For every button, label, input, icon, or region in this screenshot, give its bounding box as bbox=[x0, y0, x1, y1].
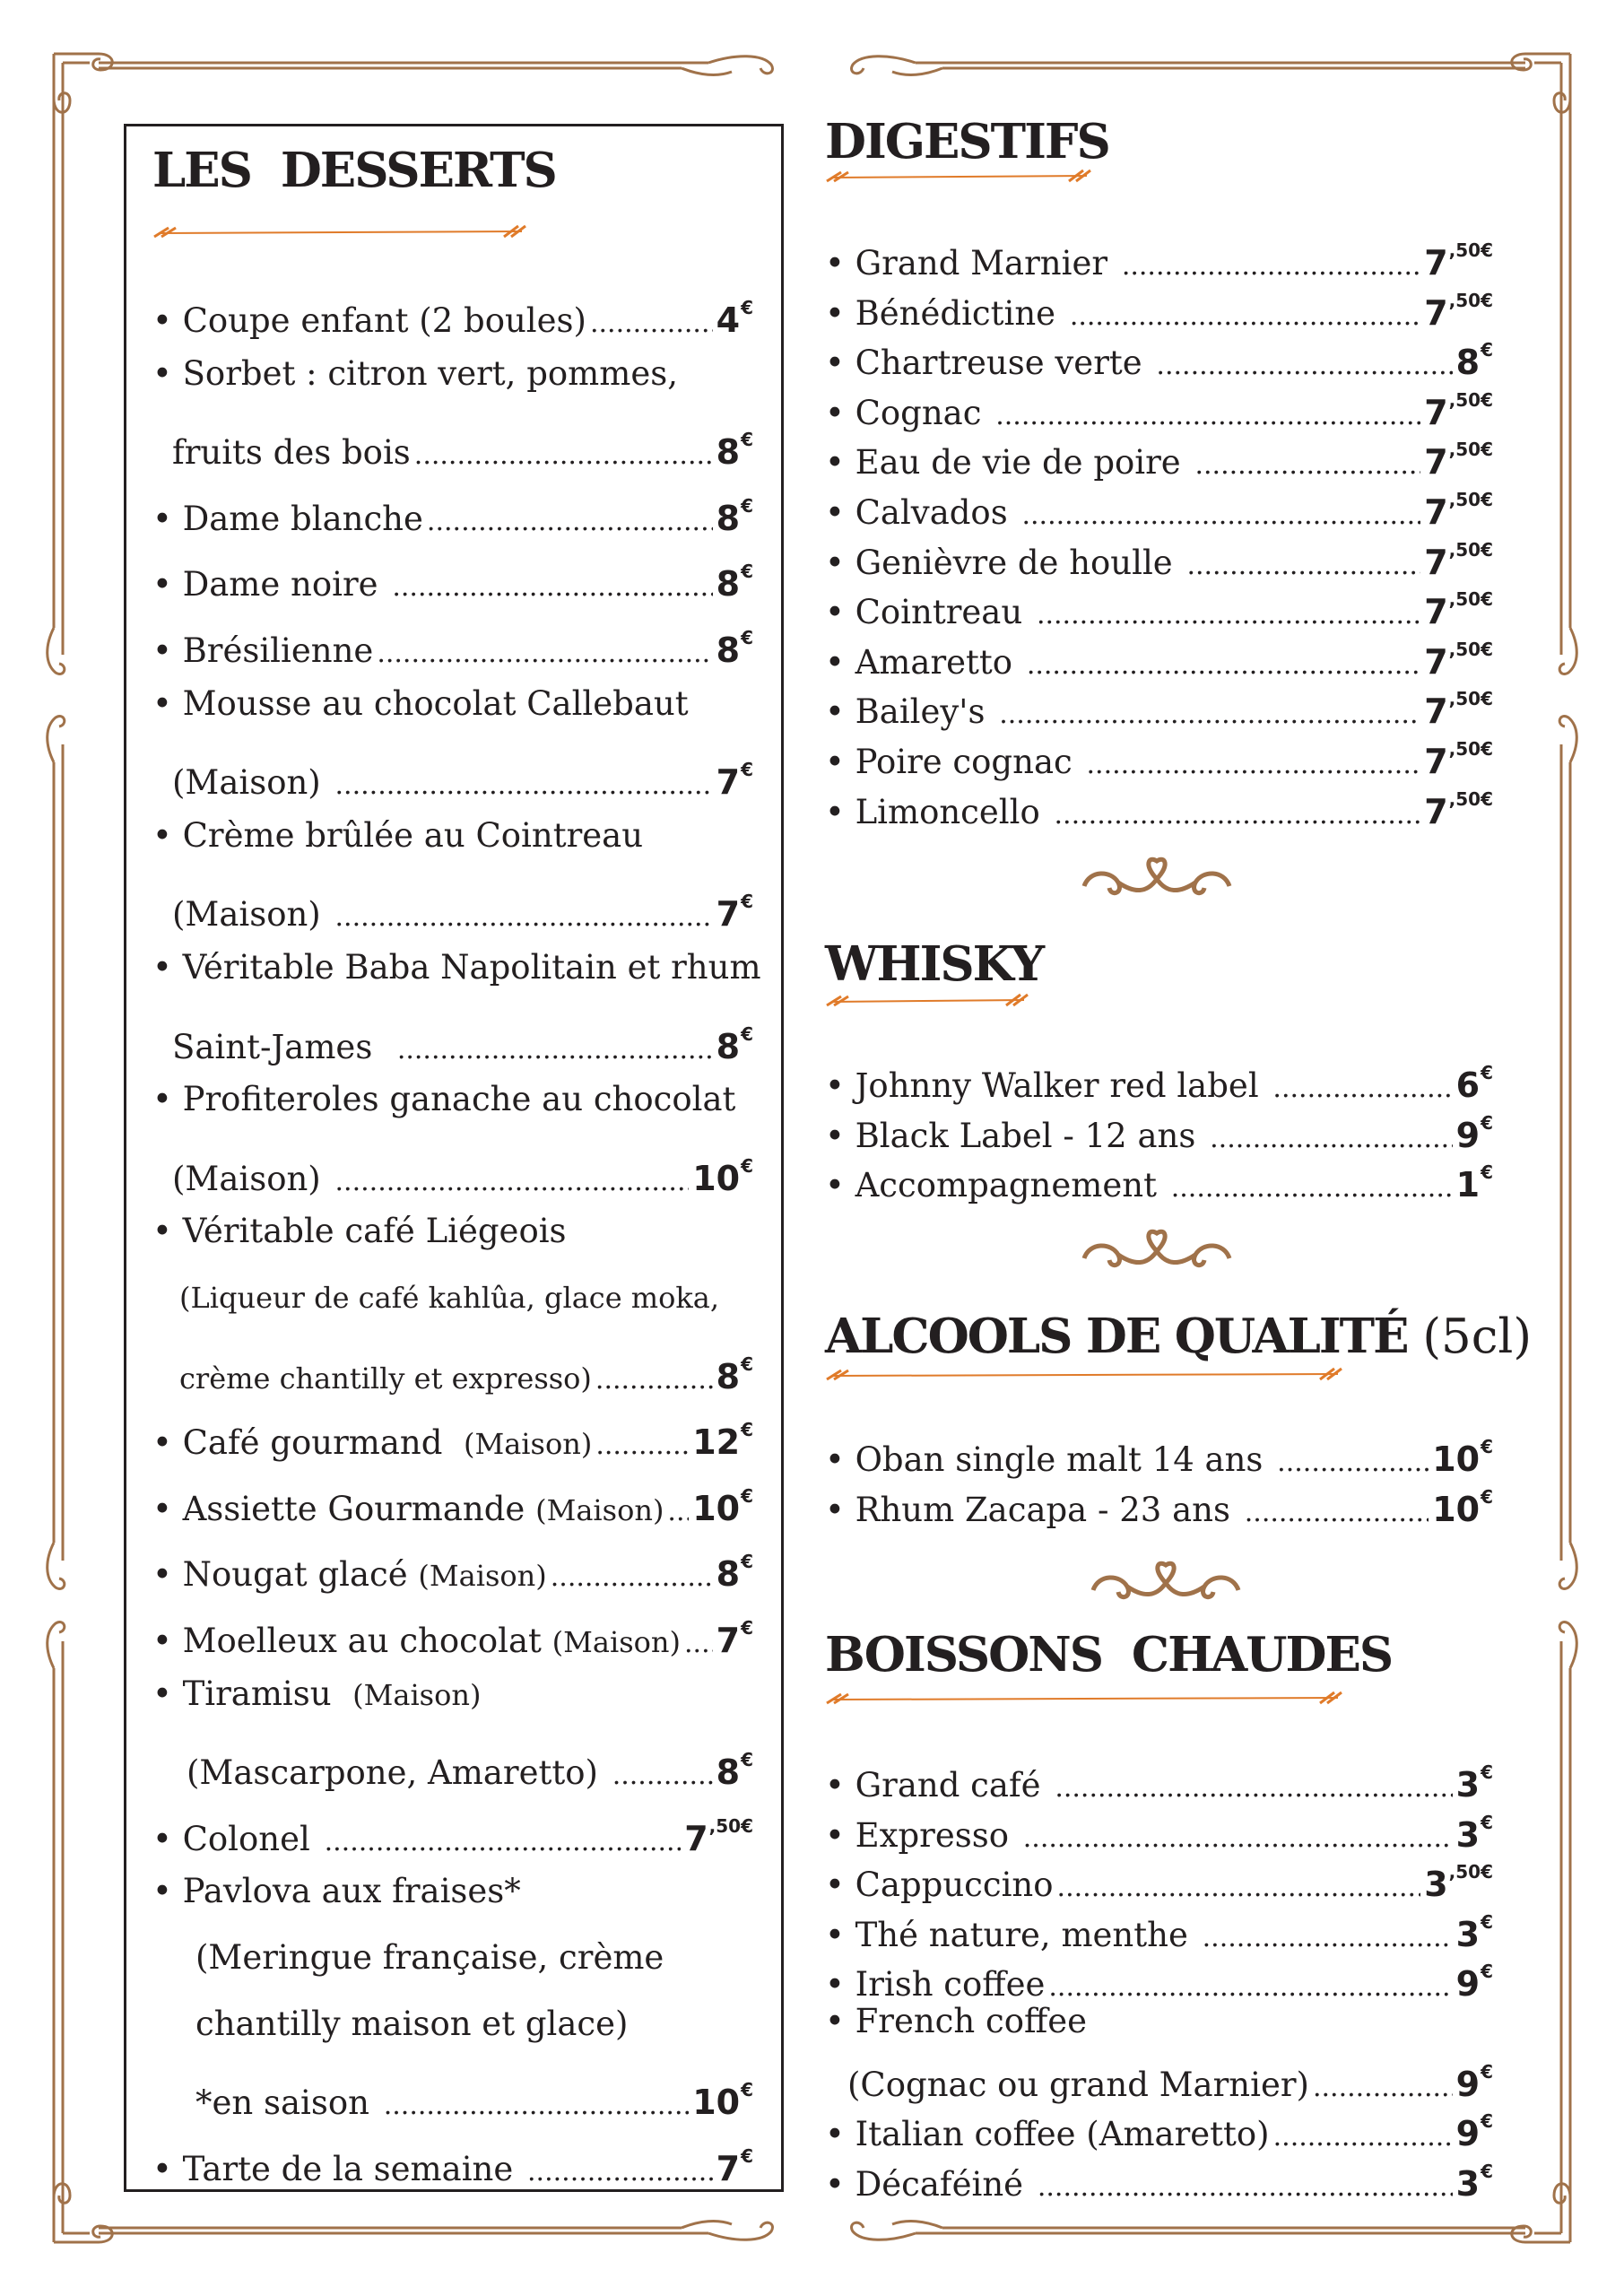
menu-item-label: (Cognac ou grand Marnier) bbox=[847, 2065, 1309, 2104]
price-currency: € bbox=[741, 561, 753, 583]
menu-item-row bbox=[825, 778, 1493, 836]
price-value: 3 bbox=[1455, 1814, 1481, 1855]
menu-item-price bbox=[1432, 1476, 1493, 1530]
price-value: 7 bbox=[1424, 392, 1448, 432]
menu-item-row bbox=[152, 1475, 753, 1533]
price-value: 9 bbox=[1455, 1964, 1481, 2005]
price-currency: ,50€ bbox=[1448, 538, 1493, 561]
menu-item-row bbox=[152, 1805, 753, 1863]
menu-item-label: • Café gourmand bbox=[152, 1423, 464, 1463]
price-currency: ,50€ bbox=[1448, 638, 1493, 660]
price-currency: € bbox=[741, 1419, 753, 1441]
menu-item-row bbox=[179, 1277, 753, 1318]
price-currency: € bbox=[1481, 2110, 1493, 2133]
price-value: 7 bbox=[1424, 592, 1448, 632]
price-value: 7 bbox=[1424, 742, 1448, 781]
price-currency: € bbox=[741, 2079, 753, 2101]
menu-item-price bbox=[1424, 479, 1493, 533]
price-value: 3 bbox=[1455, 1765, 1481, 1805]
dot-leader bbox=[1038, 2164, 1453, 2208]
price-value: 10 bbox=[692, 1488, 741, 1528]
menu-item-row bbox=[825, 2100, 1493, 2158]
price-value: 8 bbox=[716, 1356, 741, 1396]
price-value: 7 bbox=[1424, 292, 1448, 333]
price-value: 7 bbox=[1424, 691, 1448, 732]
menu-item-label: • Rhum Zacapa - 23 ans bbox=[825, 1490, 1241, 1529]
menu-item-row bbox=[825, 1901, 1493, 1959]
dot-leader bbox=[414, 432, 713, 476]
menu-item-price bbox=[692, 1145, 753, 1199]
price-value: 8 bbox=[716, 1026, 741, 1066]
menu-item-label: • Crème brûlée au Cointreau bbox=[152, 815, 644, 855]
menu-item-row bbox=[152, 485, 753, 543]
dot-leader bbox=[612, 1752, 713, 1796]
price-value: 9 bbox=[1455, 1115, 1481, 1155]
menu-item-row bbox=[152, 617, 753, 674]
price-currency: € bbox=[741, 2144, 753, 2167]
price-value: 8 bbox=[1455, 343, 1481, 383]
price-value: 10 bbox=[692, 2083, 741, 2123]
menu-item-label: • French coffee bbox=[825, 2002, 1088, 2040]
menu-item-price bbox=[1456, 1752, 1493, 1805]
price-value: 8 bbox=[716, 432, 741, 473]
price-currency: ,50€ bbox=[1448, 738, 1493, 760]
price-currency: € bbox=[741, 627, 753, 648]
menu-item-price bbox=[1424, 778, 1493, 832]
price-currency: ,50€ bbox=[708, 1814, 753, 1837]
price-currency: € bbox=[741, 1617, 753, 1639]
menu-item-price bbox=[1424, 728, 1493, 782]
price-currency: ,50€ bbox=[1448, 688, 1493, 710]
menu-item-row bbox=[825, 280, 1493, 337]
menu-item-label: • Coupe enfant (2 boules) bbox=[152, 301, 586, 340]
price-currency: ,50€ bbox=[1448, 489, 1493, 510]
dot-leader bbox=[527, 2149, 713, 2193]
menu-item-label: • Assiette Gourmande bbox=[152, 1489, 536, 1528]
menu-item-row bbox=[825, 728, 1493, 786]
menu-item-label: crème chantilly et expresso) bbox=[179, 1361, 592, 1396]
dot-leader bbox=[325, 1819, 682, 1863]
menu-item-price bbox=[716, 551, 753, 604]
title-underline-flourish bbox=[152, 222, 529, 240]
section-subtitle: (5cl) bbox=[1407, 1309, 1533, 1364]
price-value: 7 bbox=[1424, 243, 1448, 283]
menu-item-label: • Mousse au chocolat Callebaut bbox=[152, 683, 689, 723]
menu-item-price bbox=[716, 749, 753, 803]
price-currency: ,50€ bbox=[1448, 439, 1493, 461]
menu-item-label: • Amaretto bbox=[825, 642, 1023, 682]
price-value: 10 bbox=[1432, 1439, 1481, 1479]
menu-item-row bbox=[825, 1152, 1493, 1209]
menu-item-note: (Maison) bbox=[352, 1677, 482, 1712]
menu-item-row bbox=[172, 749, 753, 806]
menu-item-label: • Cappuccino bbox=[825, 1866, 1054, 1905]
menu-item-row bbox=[152, 815, 753, 857]
title-underline-flourish bbox=[825, 1689, 1345, 1707]
price-currency: € bbox=[741, 1352, 753, 1375]
menu-item-label: *en saison bbox=[195, 2083, 380, 2123]
menu-item-label: • Colonel bbox=[152, 1819, 321, 1858]
menu-item-price bbox=[1456, 2051, 1493, 2105]
price-currency: € bbox=[741, 1154, 753, 1177]
menu-item-price bbox=[1456, 329, 1493, 383]
menu-item-price bbox=[716, 1607, 753, 1661]
menu-item-label: • Chartreuse verte bbox=[825, 344, 1153, 383]
dot-leader bbox=[377, 631, 712, 674]
menu-item-price bbox=[1424, 629, 1493, 683]
menu-item-price bbox=[716, 287, 753, 341]
menu-item-row bbox=[825, 479, 1493, 536]
menu-item-row bbox=[152, 551, 753, 608]
menu-item-label: chantilly maison et glace) bbox=[195, 2004, 629, 2043]
price-value: 8 bbox=[716, 564, 741, 604]
price-currency: € bbox=[1481, 1910, 1493, 1933]
menu-item-row bbox=[825, 1476, 1493, 1534]
dot-leader bbox=[335, 894, 713, 938]
price-currency: ,50€ bbox=[1448, 1861, 1493, 1883]
dot-leader bbox=[384, 2083, 689, 2126]
price-value: 7 bbox=[1424, 641, 1448, 682]
price-currency: € bbox=[1481, 2060, 1493, 2083]
menu-item-label: (Maison) bbox=[172, 1159, 332, 1198]
menu-item-label: • Tarte de la semaine bbox=[152, 2149, 525, 2188]
menu-item-label: • Expresso bbox=[825, 1815, 1020, 1855]
price-currency: € bbox=[1481, 1062, 1493, 1083]
menu-item-row bbox=[187, 1739, 753, 1796]
dot-leader bbox=[590, 300, 713, 344]
menu-item-row bbox=[195, 2069, 753, 2126]
title-underline-flourish bbox=[825, 167, 1094, 185]
price-currency: ,50€ bbox=[1448, 289, 1493, 311]
menu-item-label: • Cognac bbox=[825, 393, 993, 432]
menu-item-label: • Calvados bbox=[825, 493, 1019, 532]
menu-item-label: (Meringue française, crème bbox=[195, 1938, 664, 1977]
price-currency: € bbox=[1481, 1161, 1493, 1184]
title-underline-flourish bbox=[825, 1365, 1345, 1383]
menu-item-label: • Décaféiné bbox=[825, 2164, 1034, 2204]
menu-item-row bbox=[152, 2135, 753, 2193]
menu-item-row bbox=[825, 2001, 1493, 2042]
menu-item-row bbox=[152, 1871, 753, 1912]
price-value: 7 bbox=[1424, 542, 1448, 582]
menu-item-label: • Genièvre de houlle bbox=[825, 543, 1184, 582]
scroll-ornament bbox=[1081, 1224, 1233, 1278]
menu-item-price bbox=[1424, 230, 1493, 283]
price-currency: € bbox=[741, 429, 753, 451]
menu-item-label: • Tiramisu bbox=[152, 1674, 353, 1713]
menu-item-note: (Maison) bbox=[418, 1559, 547, 1594]
price-value: 8 bbox=[716, 1554, 741, 1595]
dot-leader bbox=[392, 564, 712, 608]
menu-item-note: (Maison) bbox=[463, 1427, 593, 1462]
menu-item-row bbox=[195, 1937, 753, 1979]
menu-item-price bbox=[716, 1541, 753, 1595]
menu-item-label: • Irish coffee bbox=[825, 1965, 1046, 2005]
menu-item-row bbox=[152, 683, 753, 725]
menu-item-label: • Dame noire bbox=[152, 565, 389, 604]
menu-item-price bbox=[1456, 2100, 1493, 2154]
menu-item-label: • Profiteroles ganache au chocolat bbox=[152, 1080, 736, 1119]
scroll-ornament bbox=[1090, 1556, 1242, 1610]
price-value: 7 bbox=[684, 1818, 708, 1858]
menu-item-label: (Maison) bbox=[172, 763, 332, 803]
menu-item-row bbox=[152, 1409, 753, 1466]
menu-item-label: • Accompagnement bbox=[825, 1166, 1168, 1205]
dot-leader bbox=[335, 1159, 690, 1203]
price-currency: € bbox=[741, 1484, 753, 1507]
menu-item-price bbox=[692, 1475, 753, 1529]
menu-item-row bbox=[825, 1052, 1493, 1109]
menu-item-label: • Grand Marnier bbox=[825, 244, 1118, 283]
section-title bbox=[825, 1309, 1532, 1364]
price-value: 12 bbox=[692, 1422, 741, 1463]
menu-item-price bbox=[1456, 1152, 1493, 1205]
price-currency: € bbox=[1481, 1485, 1493, 1508]
price-currency: € bbox=[741, 891, 753, 913]
menu-item-row bbox=[825, 2151, 1493, 2208]
price-value: 4 bbox=[716, 300, 741, 340]
price-currency: € bbox=[1481, 1961, 1493, 1983]
menu-item-price bbox=[1456, 1951, 1493, 2005]
price-currency: ,50€ bbox=[1448, 787, 1493, 810]
menu-item-row bbox=[152, 947, 761, 988]
menu-item-row bbox=[825, 1426, 1493, 1483]
menu-item-price bbox=[1432, 1426, 1493, 1480]
dot-leader bbox=[427, 499, 713, 543]
price-currency: € bbox=[1481, 1436, 1493, 1457]
price-currency: ,50€ bbox=[1448, 588, 1493, 611]
menu-item-label: Saint-James bbox=[172, 1027, 394, 1066]
menu-item-label: (Maison) bbox=[172, 895, 332, 935]
menu-item-price bbox=[1456, 1102, 1493, 1156]
menu-item-price bbox=[1456, 1901, 1493, 1955]
menu-item-label: • Cointreau bbox=[825, 593, 1033, 632]
menu-item-label: • Oban single malt 14 ans bbox=[825, 1440, 1274, 1479]
menu-item-label: • Pavlova aux fraises* bbox=[152, 1872, 521, 1911]
dot-leader bbox=[335, 762, 713, 806]
menu-item-row bbox=[825, 678, 1493, 735]
title-underline-flourish bbox=[825, 991, 1031, 1009]
scroll-ornament bbox=[1081, 852, 1233, 906]
price-value: 8 bbox=[716, 631, 741, 670]
price-value: 7 bbox=[1424, 791, 1448, 831]
section-title: LES DESSERTS bbox=[152, 143, 556, 198]
menu-item-row bbox=[825, 1851, 1493, 1909]
menu-item-row bbox=[825, 1802, 1493, 1859]
price-currency: € bbox=[741, 297, 753, 318]
price-currency: € bbox=[741, 494, 753, 517]
dot-leader bbox=[397, 1027, 713, 1071]
menu-item-label: • Véritable café Liégeois bbox=[152, 1212, 567, 1251]
menu-item-row bbox=[825, 429, 1493, 486]
menu-item-label: • Bénédictine bbox=[825, 293, 1066, 333]
price-value: 7 bbox=[1424, 492, 1448, 532]
menu-item-row bbox=[847, 2051, 1493, 2109]
price-value: 10 bbox=[1432, 1489, 1481, 1529]
menu-item-row bbox=[825, 1951, 1493, 2008]
price-value: 1 bbox=[1455, 1165, 1481, 1205]
menu-item-label: • Eau de vie de poire bbox=[825, 443, 1192, 483]
menu-item-row bbox=[179, 1344, 753, 1401]
price-currency: € bbox=[1481, 339, 1493, 361]
menu-item-price bbox=[716, 1013, 753, 1067]
menu-item-row bbox=[152, 1079, 753, 1120]
price-value: 7 bbox=[716, 1621, 741, 1660]
price-value: 3 bbox=[1424, 1865, 1448, 1905]
menu-item-note: (Maison) bbox=[551, 1625, 682, 1659]
price-value: 3 bbox=[1455, 1914, 1481, 1954]
menu-item-price bbox=[1456, 1802, 1493, 1856]
menu-item-price bbox=[716, 617, 753, 671]
price-currency: € bbox=[1481, 2160, 1493, 2182]
menu-item-row bbox=[152, 353, 753, 395]
dot-leader bbox=[667, 1489, 689, 1533]
menu-item-price bbox=[716, 1739, 753, 1793]
menu-item-price bbox=[716, 485, 753, 539]
menu-item-price bbox=[1424, 1851, 1493, 1905]
menu-item-row bbox=[152, 1541, 753, 1598]
price-currency: € bbox=[741, 759, 753, 781]
price-currency: € bbox=[1481, 1111, 1493, 1134]
menu-item-row bbox=[825, 1102, 1493, 1160]
menu-item-label: • Italian coffee (Amaretto) bbox=[825, 2115, 1270, 2154]
menu-item-row bbox=[172, 419, 753, 476]
menu-item-row bbox=[152, 1211, 753, 1252]
menu-item-price bbox=[1456, 1052, 1493, 1106]
dot-leader bbox=[595, 1357, 713, 1401]
price-currency: ,50€ bbox=[1448, 388, 1493, 411]
menu-item-row bbox=[172, 1013, 753, 1071]
section-title: DIGESTIFS bbox=[825, 114, 1109, 170]
menu-item-row bbox=[172, 1145, 753, 1203]
menu-item-row bbox=[152, 287, 753, 344]
menu-item-label: • Black Label - 12 ans bbox=[825, 1116, 1207, 1155]
menu-item-row bbox=[825, 379, 1493, 437]
menu-item-label: • Nougat glacé bbox=[152, 1555, 419, 1595]
dot-leader bbox=[595, 1422, 689, 1466]
section-title: BOISSONS CHAUDES bbox=[825, 1627, 1393, 1683]
menu-item-label: • Dame blanche bbox=[152, 499, 423, 538]
menu-item-row bbox=[825, 329, 1493, 387]
section-title-text: ALCOOLS DE QUALITÉ bbox=[825, 1309, 1408, 1364]
menu-item-price bbox=[716, 1344, 753, 1397]
dot-leader bbox=[551, 1554, 713, 1598]
menu-item-row bbox=[195, 2004, 753, 2045]
menu-item-label: • Moelleux au chocolat bbox=[152, 1622, 552, 1660]
price-value: 10 bbox=[692, 1158, 741, 1198]
menu-item-price bbox=[716, 2135, 753, 2189]
menu-item-price bbox=[716, 881, 753, 935]
dot-leader bbox=[1171, 1165, 1453, 1209]
price-currency: € bbox=[741, 1022, 753, 1045]
menu-item-row bbox=[172, 881, 753, 938]
menu-item-label: • Grand café bbox=[825, 1766, 1052, 1805]
menu-item-label: (Mascarpone, Amaretto) bbox=[187, 1753, 609, 1793]
price-value: 9 bbox=[1455, 2064, 1481, 2104]
menu-item-price bbox=[692, 1409, 753, 1463]
menu-item-label: fruits des bois bbox=[172, 433, 411, 473]
menu-item-label: • Poire cognac bbox=[825, 743, 1083, 781]
menu-item-price bbox=[1424, 280, 1493, 334]
menu-item-row bbox=[152, 1607, 753, 1665]
menu-item-label: • Thé nature, menthe bbox=[825, 1915, 1199, 1954]
price-currency: € bbox=[1481, 1811, 1493, 1833]
menu-item-price bbox=[684, 1805, 753, 1859]
price-value: 7 bbox=[716, 762, 741, 803]
price-value: 7 bbox=[716, 894, 741, 935]
menu-item-price bbox=[1456, 2151, 1493, 2205]
dot-leader bbox=[684, 1621, 713, 1665]
menu-item-label: • Sorbet : citron vert, pommes, bbox=[152, 353, 678, 393]
menu-item-row bbox=[825, 529, 1493, 587]
price-value: 8 bbox=[716, 498, 741, 538]
menu-item-price bbox=[716, 419, 753, 473]
menu-item-price bbox=[1424, 379, 1493, 433]
price-value: 9 bbox=[1455, 2114, 1481, 2154]
menu-item-row bbox=[825, 230, 1493, 287]
price-value: 7 bbox=[716, 2148, 741, 2188]
menu-item-row bbox=[152, 1674, 753, 1716]
menu-item-label: • Bailey's bbox=[825, 692, 996, 732]
section-title: WHISKY bbox=[825, 936, 1044, 992]
menu-item-price bbox=[1424, 578, 1493, 632]
menu-item-row bbox=[825, 1752, 1493, 1809]
dot-leader bbox=[1245, 1490, 1429, 1534]
menu-item-row bbox=[825, 578, 1493, 636]
dot-leader bbox=[1055, 792, 1421, 836]
price-currency: € bbox=[741, 1749, 753, 1771]
menu-item-price bbox=[1424, 429, 1493, 483]
price-currency: ,50€ bbox=[1448, 239, 1493, 261]
menu-item-label: • Johnny Walker red label bbox=[825, 1066, 1270, 1105]
menu-item-note: (Maison) bbox=[535, 1492, 664, 1527]
price-currency: € bbox=[741, 1551, 753, 1573]
menu-item-price bbox=[1424, 678, 1493, 732]
menu-item-label: • Brésilienne bbox=[152, 631, 374, 670]
price-value: 6 bbox=[1455, 1065, 1481, 1105]
price-value: 3 bbox=[1455, 2163, 1481, 2204]
menu-item-row bbox=[825, 629, 1493, 686]
menu-item-label: • Limoncello bbox=[825, 792, 1051, 831]
menu-item-label: (Liqueur de café kahlûa, glace moka, bbox=[179, 1281, 720, 1315]
price-value: 8 bbox=[716, 1752, 741, 1793]
menu-item-price bbox=[692, 2069, 753, 2123]
menu-item-label: • Véritable Baba Napolitain et rhum bbox=[152, 948, 761, 987]
price-currency: € bbox=[1481, 1761, 1493, 1783]
price-value: 7 bbox=[1424, 442, 1448, 483]
menu-item-price bbox=[1424, 529, 1493, 583]
